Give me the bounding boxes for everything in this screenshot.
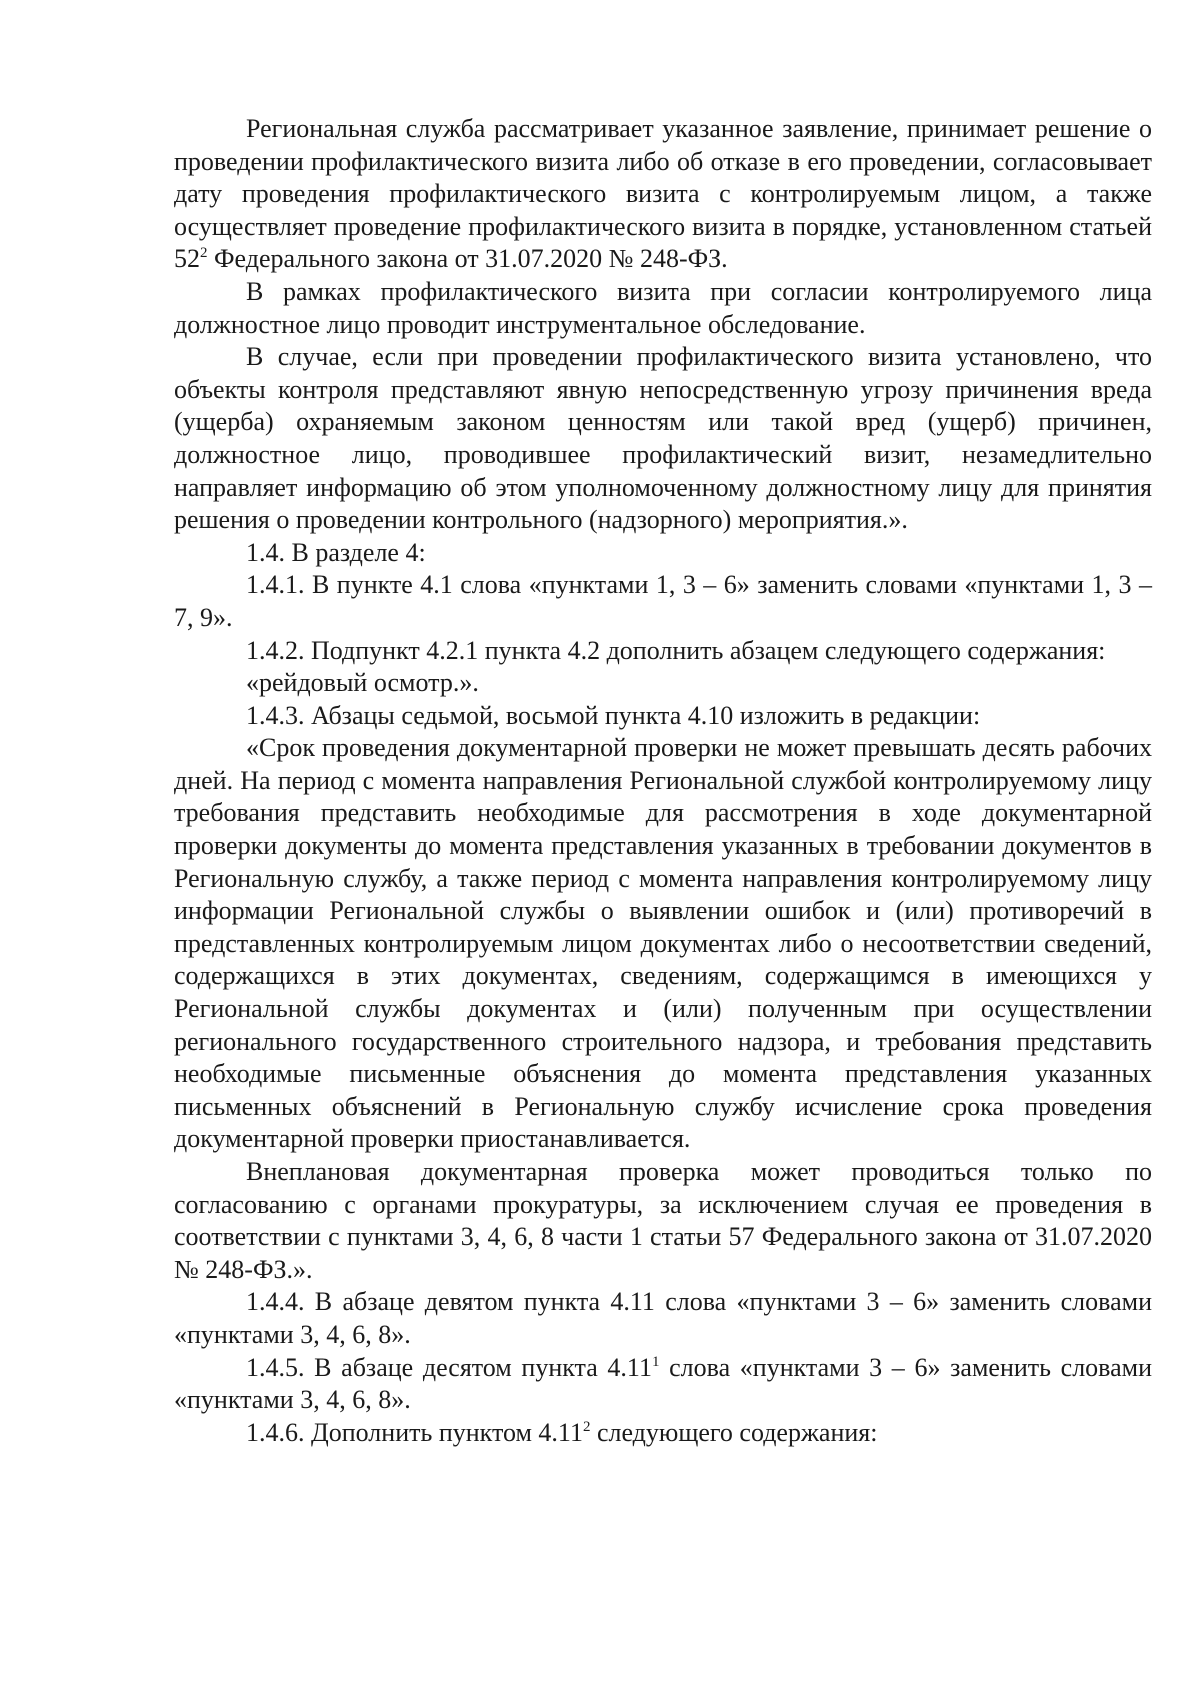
paragraph-text: Региональная служба рассматривает указанное заявление, принимает решение о проведении профилактического визита либо об отказе в его проведении, согласовывает дату проведения профилактического визита с контролируемым лицом, а также осуществляет проведение профилактического визита в порядке, установленном статьей 52 — [174, 114, 1152, 274]
section-heading-1-4: 1.4. В разделе 4: — [246, 537, 426, 567]
superscript: 2 — [200, 245, 208, 262]
paragraph-text: 1.4.5. В абзаце десятом пункта 4.11 — [246, 1352, 652, 1382]
paragraph-2: В рамках профилактического визита при согласии контролируемого лица должностное лицо проводит инструментальное обследование. — [174, 276, 1152, 339]
paragraph-1-4-1: 1.4.1. В пункте 4.1 слова «пунктами 1, 3 – 6» заменить словами «пунктами 1, 3 – 7, 9». — [174, 570, 1152, 632]
document-page — [174, 113, 1152, 1449]
quoted-paragraph: «рейдовый осмотр.». — [246, 668, 479, 698]
paragraph-text: Федерального закона от 31.07.2020 № 248-ФЗ. — [207, 244, 728, 274]
paragraph-text: слова «пунктами 3 – 6» заменить словами «пунктами 3, 4, 6, 8». — [174, 1352, 1153, 1415]
paragraph-text: следующего содержания: — [590, 1417, 878, 1447]
paragraph-1-4-2: 1.4.2. Подпункт 4.2.1 пункта 4.2 дополнить абзацем следующего содержания: — [246, 635, 1106, 665]
paragraph-text: 1.4.6. Дополнить пунктом 4.11 — [246, 1417, 583, 1447]
paragraph-1 — [174, 113, 1152, 276]
superscript: 2 — [582, 1418, 591, 1435]
paragraph-3: В случае, если при проведении профилактического визита установлено, что объекты контроля представляют явную непосредственную угрозу причинения вреда (ущерба) охраняемым законом ценностям или такой вред (ущерб) причинен, должностное лицо, проводившее профилактический визит, незамедлительно направляет информацию об этом уполномоченному должностному лицу для принятия решения о проведении контрольного (надзорного) мероприятия.». — [174, 342, 1152, 535]
paragraph-1-4-6 — [174, 1417, 1152, 1450]
superscript: 1 — [651, 1353, 660, 1370]
paragraph-unscheduled-check: Внеплановая документарная проверка может проводиться только по согласованию с органами прокуратуры, за исключением случая ее проведения в соответствии с пунктами 3, 4, 6, 8 части 1 статьи 57 Федерального закона от 31.07.2020 № 248-ФЗ.». — [174, 1157, 1152, 1284]
quoted-paragraph-long: «Срок проведения документарной проверки не может превышать десять рабочих дней. На период с момента направления Региональной службой контролируемому лицу требования представить необходимые для рассмотрения в ходе документарной проверки документы до момента представления указанных в требовании документов в Региональную службу, а также период с момента направления контролируемому лицу информации Региональной службы о выявлении ошибок и (или) противоречий в представленных контролируемым лицом документах либо о несоответствии сведений, содержащихся в этих документах, сведениям, содержащимся в имеющихся у Региональной службы документах и (или) полученным при осуществлении регионального государственного строительного надзора, и требования представить необходимые письменные объяснения до момента представления указанных письменных объяснений в Региональную службу исчисление срока проведения документарной проверки приостанавливается. — [174, 733, 1152, 1154]
paragraph-1-4-5 — [174, 1352, 1152, 1417]
paragraph-1-4-3: 1.4.3. Абзацы седьмой, восьмой пункта 4.10 изложить в редакции: — [246, 700, 981, 730]
paragraph-1-4-4: 1.4.4. В абзаце девятом пункта 4.11 слова «пунктами 3 – 6» заменить словами «пунктами 3, 4, 6, 8». — [174, 1287, 1152, 1349]
